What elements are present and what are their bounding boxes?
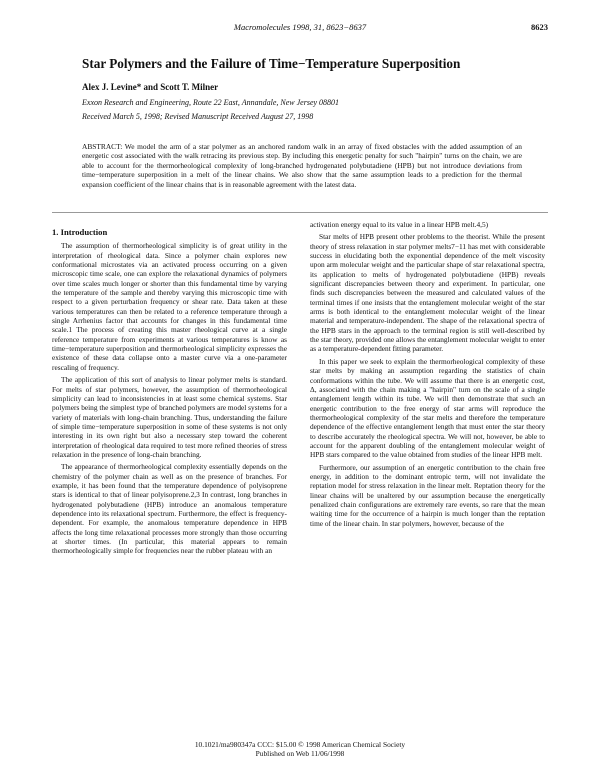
paragraph: The appearance of thermorheological complexity essentially depends on the chemistry of the polymer chain as well as on the presence of branches. For example, it has been found that the temperature dependence of polyisoprene stars is identical to that of linear polyisoprene.2,3 In contrast, long branches in hydrogenated polybutadiene (HPB) introduce an anomalous temperature dependence into its relaxational spectrum. Furthermore, the effect is frequency-dependent. For example, the anomalous temperature dependence in HPB affects the long time relaxational processes more strongly than those occurring at shorter times. (In particular, this material appears to remain thermorheologically simple for frequencies near the rubber plateau with an	[52, 462, 287, 556]
paragraph: Furthermore, our assumption of an energetic contribution to the chain free energy, in addition to the dominant entropic term, will not invalidate the reptation model for stress relaxation in the linear melt. Reptation theory for the linear chains will be unaltered by our assumption because the energetically penalized chain configurations are extremely rare events, so rare that the mean waiting time for the occurrence of a hairpin is much longer than the reptation time of the linear chain. In star polymers, however, because of the	[310, 462, 545, 528]
paper-title: Star Polymers and the Failure of Time−Temperature Superposition	[82, 56, 461, 71]
page-footer	[0, 740, 600, 758]
paragraph: In this paper we seek to explain the thermorheological complexity of these star melts by making an assumption regarding the statistics of chain conformations within the tube. We will assume that there is an energetic cost, Δ, associated with the chain making a "hairpin" turn on the scale of a single entanglement length within its tube. We will then demonstrate that such an energetic contribution to the free energy of star arms will reproduce the thermorheological complexity of the star melts and therefore the temperature dependence of the effective entanglement length that must enter the star theory to describe accurately the rheological spectra. We will not, however, be able to account for the apparent doubling of the entanglement molecular weight of HPB stars compared to the value obtained from studies of the linear HPB melt.	[310, 356, 545, 460]
left-column	[52, 220, 287, 556]
paragraph: activation energy equal to its value in a linear HPB melt.4,5)	[310, 220, 489, 229]
section-heading: 1. Introduction	[52, 227, 108, 237]
paragraph: Star melts of HPB present other problems to the theorist. While the present theory of stress relaxation in star polymer melts7−11 has met with considerable success in elucidating both the exponential dependence of the melt viscosity upon arm molecular weight and the particular shape of star relaxational spectra, its application to melts of hydrogenated polybutadiene (HPB) reveals significant discrepancies between theory and experiment. In particular, one finds such discrepancies between the measured and calculated values of the terminal times if one insists that the entanglement molecular weight of the star arms is both identical to the entanglement molecular weight of the linear material and temperature-independent. The shape of the relaxational spectra of the HPB stars in the approach to the terminal region is still well-described by the star theory, provided one allows the entanglement molecular weight to enter as a temperature-dependent fitting parameter.	[310, 232, 545, 354]
abstract: ABSTRACT: We model the arm of a star polymer as an anchored random walk in an array of fixed obstacles with the added assumption of an energetic cost associated with the walk retracing its previous step. By including this energetic penalty for such "hairpin" turns on the chain, we are able to account for the thermorheological complexity of long-branched hydrogenated polybutadiene (HPB) but not introduce deviations from time−temperature superposition in a melt of the linear chains. We also show that the same assumption leads to a prediction for the thermal expansion coefficient of the linear chains that is in reasonable agreement with the latest data.	[82, 142, 522, 189]
running-header	[0, 20, 600, 34]
journal-citation: Macromolecules 1998, 31, 8623−8637	[233, 22, 367, 32]
paragraph: The application of this sort of analysis to linear polymer melts is standard. For melts of star polymers, however, the assumption of thermorheological simplicity can lead to inconsistencies in at least some chemical systems. Star polymers being the simplest type of branched polymers are model systems for a variety of materials with long-chain branching. Thus, understanding the failure of simple time−temperature superposition in some of these systems is not only interesting in its own right but also a necessary step toward the coherent interpretation of rheological data required to test more refined theories of stress relaxation in the presence of long-chain branching.	[52, 375, 287, 459]
right-column	[310, 220, 545, 528]
received-dates: Received March 5, 1998; Revised Manuscript Received August 27, 1998	[82, 112, 314, 121]
authors: Alex J. Levine* and Scott T. Milner	[82, 82, 219, 92]
publication-date: Published on Web 11/06/1998	[255, 749, 345, 758]
affiliation: Exxon Research and Engineering, Route 22 East, Annandale, New Jersey 08801	[82, 98, 340, 107]
page-number: 8623	[531, 22, 548, 32]
paragraph: The assumption of thermorheological simplicity is of great utility in the interpretation of rheological data. Since a polymer chain explores new conformational microstates via an activated process occurring on a given microscopic time scale, one can explore the relaxational dynamics of polymers over time scales much longer or shorter than this fundamental time by varying the temperature of the sample and thereby varying this microscopic time with respect to a given perturbation frequency or shear rate. Data taken at these various temperatures can then be related to a reference temperature through a single Arrhenius factor that accounts for changes in this fundamental time scale.1 The process of creating this master rheological curve at a single reference temperature from experiments at various temperatures is know as time−temperature superposition and thermorheological simplicity expresses the existence of these data collapse onto a master curve via a one-parameter rescaling of frequency.	[52, 241, 287, 372]
doi-line: 10.1021/ma980347a CCC: $15.00 © 1998 American Chemical Society	[194, 740, 406, 749]
divider	[52, 212, 548, 213]
